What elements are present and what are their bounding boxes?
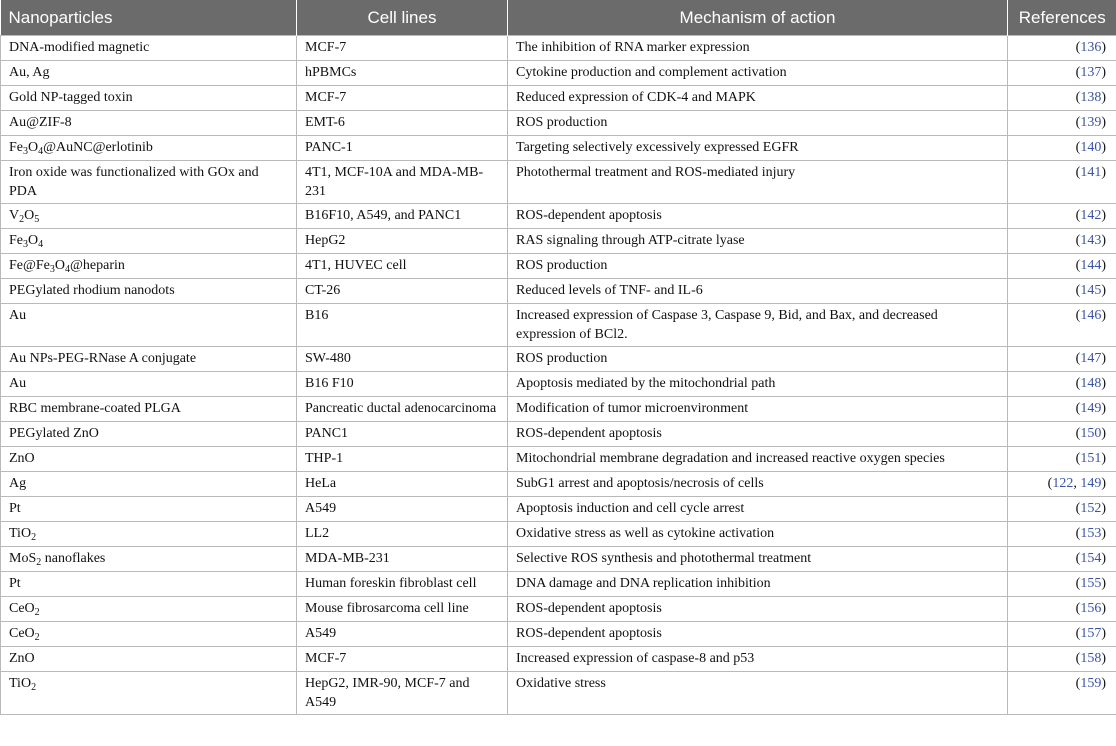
table-row: [1, 86, 1116, 111]
cell-line-cell: THP-1: [297, 447, 508, 472]
nanoparticle-cell: Au NPs-PEG-RNase A conjugate: [1, 347, 297, 372]
mechanism-cell: Oxidative stress: [508, 672, 1008, 715]
mechanism-cell: ROS-dependent apoptosis: [508, 622, 1008, 647]
references-cell: (143): [1008, 229, 1116, 254]
mechanism-cell: Selective ROS synthesis and photothermal treatment: [508, 547, 1008, 572]
table-row: [1, 161, 1116, 204]
table-row: [1, 372, 1116, 397]
nanoparticle-cell: Iron oxide was functionalized with GOx and PDA: [1, 161, 297, 204]
references-cell: (145): [1008, 279, 1116, 304]
table-row: [1, 472, 1116, 497]
header-mechanism: Mechanism of action: [508, 0, 1008, 36]
reference-link[interactable]: 140: [1080, 140, 1102, 155]
mechanism-cell: Apoptosis mediated by the mitochondrial path: [508, 372, 1008, 397]
nanoparticle-cell: DNA-modified magnetic: [1, 36, 297, 61]
reference-link[interactable]: 153: [1080, 526, 1102, 541]
cell-line-cell: A549: [297, 622, 508, 647]
reference-link[interactable]: 152: [1080, 501, 1102, 516]
reference-link[interactable]: 146: [1080, 308, 1102, 323]
references-cell: (154): [1008, 547, 1116, 572]
nanoparticle-cell: Pt: [1, 497, 297, 522]
cell-line-cell: HeLa: [297, 472, 508, 497]
cell-line-cell: SW-480: [297, 347, 508, 372]
header-row: [1, 0, 1116, 36]
mechanism-cell: Targeting selectively excessively expressed EGFR: [508, 136, 1008, 161]
cell-line-cell: 4T1, MCF-10A and MDA-MB-231: [297, 161, 508, 204]
cell-line-cell: Human foreskin fibroblast cell: [297, 572, 508, 597]
mechanism-cell: ROS-dependent apoptosis: [508, 597, 1008, 622]
nanoparticle-cell: TiO$_2$: [1, 522, 297, 547]
nanoparticle-cell: PEGylated rhodium nanodots: [1, 279, 297, 304]
mechanism-cell: Modification of tumor microenvironment: [508, 397, 1008, 422]
mechanism-cell: ROS production: [508, 347, 1008, 372]
nanoparticle-cell: $Fe_3O_4@AuNC@erlotinib$: [1, 136, 297, 161]
mechanism-cell: ROS production: [508, 254, 1008, 279]
cell-line-cell: PANC-1: [297, 136, 508, 161]
reference-link[interactable]: 149: [1080, 476, 1102, 491]
references-cell: (142): [1008, 204, 1116, 229]
mechanism-cell: DNA damage and DNA replication inhibition: [508, 572, 1008, 597]
table-row: [1, 397, 1116, 422]
nanoparticle-cell: Au, Ag: [1, 61, 297, 86]
reference-link[interactable]: 145: [1080, 283, 1102, 298]
references-cell: (147): [1008, 347, 1116, 372]
table-row: [1, 422, 1116, 447]
reference-link[interactable]: 154: [1080, 551, 1102, 566]
nanoparticle-cell: ZnO: [1, 447, 297, 472]
table-row: [1, 61, 1116, 86]
reference-link[interactable]: 122: [1052, 476, 1074, 491]
cell-line-cell: EMT-6: [297, 111, 508, 136]
mechanism-cell: SubG1 arrest and apoptosis/necrosis of cells: [508, 472, 1008, 497]
nanoparticle-cell: MoS$_2$ nanoflakes: [1, 547, 297, 572]
cell-line-cell: MCF-7: [297, 36, 508, 61]
nanoparticle-cell: RBC membrane-coated PLGA: [1, 397, 297, 422]
references-cell: (139): [1008, 111, 1116, 136]
nanoparticle-cell: $Fe_3O_4$: [1, 229, 297, 254]
reference-link[interactable]: 143: [1080, 233, 1102, 248]
mechanism-cell: Increased expression of caspase-8 and p53: [508, 647, 1008, 672]
reference-link[interactable]: 137: [1080, 65, 1102, 80]
cell-line-cell: Pancreatic ductal adenocarcinoma: [297, 397, 508, 422]
nanoparticle-cell: Au: [1, 304, 297, 347]
reference-link[interactable]: 142: [1080, 208, 1102, 223]
cell-line-cell: MDA-MB-231: [297, 547, 508, 572]
reference-link[interactable]: 148: [1080, 376, 1102, 391]
cell-line-cell: PANC1: [297, 422, 508, 447]
cell-line-cell: B16F10, A549, and PANC1: [297, 204, 508, 229]
references-cell: (158): [1008, 647, 1116, 672]
table-row: [1, 254, 1116, 279]
table-row: [1, 622, 1116, 647]
nanoparticle-cell: Ag: [1, 472, 297, 497]
table-row: [1, 572, 1116, 597]
table-row: [1, 547, 1116, 572]
references-cell: (152): [1008, 497, 1116, 522]
mechanism-cell: Cytokine production and complement activation: [508, 61, 1008, 86]
references-cell: (137): [1008, 61, 1116, 86]
nanoparticle-cell: Au: [1, 372, 297, 397]
nanoparticle-cell: Au@ZIF-8: [1, 111, 297, 136]
table-row: [1, 36, 1116, 61]
table-row: [1, 497, 1116, 522]
mechanism-cell: Reduced expression of CDK-4 and MAPK: [508, 86, 1008, 111]
reference-link[interactable]: 156: [1080, 601, 1102, 616]
reference-link[interactable]: 149: [1080, 401, 1102, 416]
reference-link[interactable]: 147: [1080, 351, 1102, 366]
table-row: [1, 522, 1116, 547]
mechanism-cell: Increased expression of Caspase 3, Caspase 9, Bid, and Bax, and decreased expression of BCl2.: [508, 304, 1008, 347]
table-row: [1, 447, 1116, 472]
references-cell: (153): [1008, 522, 1116, 547]
mechanism-cell: ROS-dependent apoptosis: [508, 422, 1008, 447]
references-cell: (140): [1008, 136, 1116, 161]
references-cell: (146): [1008, 304, 1116, 347]
reference-link[interactable]: 159: [1080, 676, 1102, 691]
cell-line-cell: A549: [297, 497, 508, 522]
cell-line-cell: hPBMCs: [297, 61, 508, 86]
reference-link[interactable]: 150: [1080, 426, 1102, 441]
references-cell: (159): [1008, 672, 1116, 715]
nanoparticle-cell: PEGylated ZnO: [1, 422, 297, 447]
references-cell: (136): [1008, 36, 1116, 61]
table-row: [1, 347, 1116, 372]
table-row: [1, 136, 1116, 161]
header-references: References: [1008, 0, 1116, 36]
references-cell: (150): [1008, 422, 1116, 447]
references-cell: (151): [1008, 447, 1116, 472]
mechanism-cell: Reduced levels of TNF- and IL-6: [508, 279, 1008, 304]
nanoparticle-cell: CeO$_2$: [1, 622, 297, 647]
mechanism-cell: RAS signaling through ATP-citrate lyase: [508, 229, 1008, 254]
references-cell: (138): [1008, 86, 1116, 111]
nanoparticle-cell: CeO$_2$: [1, 597, 297, 622]
mechanism-cell: Oxidative stress as well as cytokine activation: [508, 522, 1008, 547]
cell-line-cell: B16: [297, 304, 508, 347]
mechanism-cell: Apoptosis induction and cell cycle arrest: [508, 497, 1008, 522]
references-cell: (144): [1008, 254, 1116, 279]
cell-line-cell: HepG2, IMR-90, MCF-7 and A549: [297, 672, 508, 715]
references-cell: (149): [1008, 397, 1116, 422]
reference-link[interactable]: 157: [1080, 626, 1102, 641]
cell-line-cell: CT-26: [297, 279, 508, 304]
header-cell-lines: Cell lines: [297, 0, 508, 36]
mechanism-cell: ROS production: [508, 111, 1008, 136]
cell-line-cell: 4T1, HUVEC cell: [297, 254, 508, 279]
reference-link[interactable]: 141: [1080, 165, 1102, 180]
cell-line-cell: LL2: [297, 522, 508, 547]
reference-link[interactable]: 155: [1080, 576, 1102, 591]
table-row: [1, 279, 1116, 304]
nanoparticle-cell: TiO$_2$: [1, 672, 297, 715]
nanoparticle-cell: $Fe@Fe_3O_4@heparin$: [1, 254, 297, 279]
table-row: [1, 672, 1116, 715]
cell-line-cell: B16 F10: [297, 372, 508, 397]
cell-line-cell: MCF-7: [297, 86, 508, 111]
reference-link[interactable]: 138: [1080, 90, 1102, 105]
header-nanoparticles: Nanoparticles: [1, 0, 297, 36]
reference-link[interactable]: 136: [1080, 40, 1102, 55]
table-row: [1, 304, 1116, 347]
table-row: [1, 204, 1116, 229]
table-row: [1, 597, 1116, 622]
mechanism-cell: Mitochondrial membrane degradation and increased reactive oxygen species: [508, 447, 1008, 472]
table-row: [1, 229, 1116, 254]
mechanism-cell: ROS-dependent apoptosis: [508, 204, 1008, 229]
mechanism-cell: Photothermal treatment and ROS-mediated injury: [508, 161, 1008, 204]
table-body: [1, 36, 1116, 715]
mechanism-cell: The inhibition of RNA marker expression: [508, 36, 1008, 61]
table-row: [1, 647, 1116, 672]
references-cell: (141): [1008, 161, 1116, 204]
nanoparticle-cell: Gold NP-tagged toxin: [1, 86, 297, 111]
references-cell: (122, 149): [1008, 472, 1116, 497]
cell-line-cell: MCF-7: [297, 647, 508, 672]
table-row: [1, 111, 1116, 136]
reference-link[interactable]: 151: [1080, 451, 1102, 466]
references-cell: (157): [1008, 622, 1116, 647]
references-cell: (156): [1008, 597, 1116, 622]
nanoparticle-cell: Pt: [1, 572, 297, 597]
cell-line-cell: HepG2: [297, 229, 508, 254]
nanoparticle-cell: ZnO: [1, 647, 297, 672]
references-cell: (155): [1008, 572, 1116, 597]
nanoparticle-cell: $V_2O_5$: [1, 204, 297, 229]
cell-line-cell: Mouse fibrosarcoma cell line: [297, 597, 508, 622]
reference-link[interactable]: 158: [1080, 651, 1102, 666]
reference-link[interactable]: 139: [1080, 115, 1102, 130]
reference-link[interactable]: 144: [1080, 258, 1102, 273]
references-cell: (148): [1008, 372, 1116, 397]
